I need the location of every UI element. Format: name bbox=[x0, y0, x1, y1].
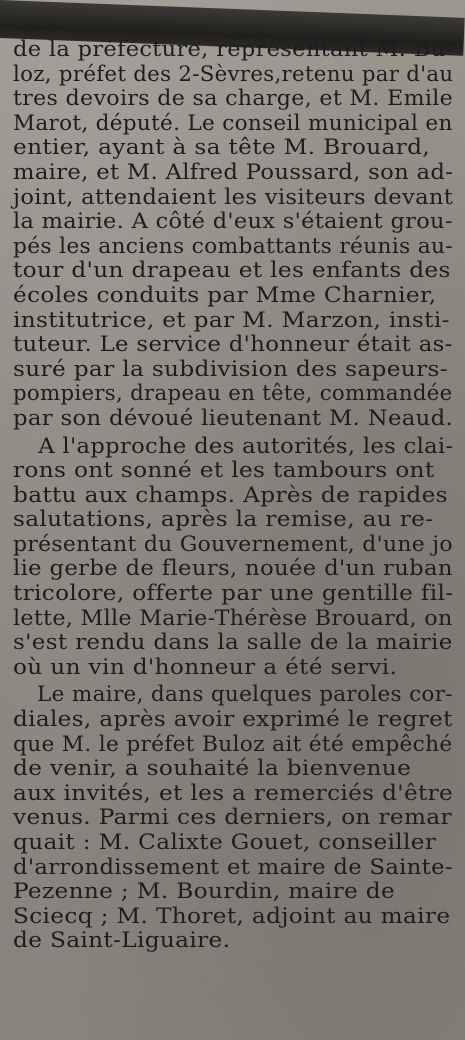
article-line: Le maire, dans quelques paroles cor- bbox=[37, 682, 453, 708]
article-paragraph-2: A l'approche des autorités, les clai- rons ont sonné et les tambours ont battu aux champs. Après de rapides salutations, après la remise, au re- présentant du Gouvernement, d'une jo lie gerbe de fleurs, nouée d'un ruban tricolore, offerte par une gentille fil- lette, Mlle Marie-Thérèse Brouard, on s'est rendu dans la salle de la mairie où un vin d'honneur a été servi. bbox=[13, 433, 454, 680]
article-paragraph-3: Le maire, dans quelques paroles cor- diales, après avoir exprimé le regret que M. le préfet Buloz ait été empêché de venir, a souhaité la bienvenue aux invités, et les a remerciés d'être venus. Parmi ces derniers, on remar quait : M. Calixte Gouet, conseiller d'arrondissement et maire de Sainte- Pezenne ; M. Bourdin, maire de Sciecq ; M. Thoret, adjoint au maire de Saint-Liguaire. bbox=[13, 682, 454, 954]
article-column bbox=[13, 38, 453, 954]
article-line: A l'approche des autorités, les clai- bbox=[38, 433, 454, 459]
article-paragraph-1: de la préfecture, représentant M. Bu- loz, préfet des 2-Sèvres,retenu par d'au tres devoirs de sa charge, et M. Emile Marot, député. Le conseil municipal en entier, ayant à sa tête M. Brouard, maire, et M. Alfred Poussard, son ad- joint, attendaient les visiteurs devant la mairie. A côté d'eux s'étaient grou- pés les anciens combattants réunis au- tour d'un drapeau et les enfants des écoles conduits par Mme Charnier, institutrice, et par M. Marzon, insti- tuteur. Le service d'honneur était as- suré par la subdivision des sapeurs- pompiers, drapeau en tête, commandée par son dévoué lieutenant M. Neaud. bbox=[13, 37, 454, 431]
